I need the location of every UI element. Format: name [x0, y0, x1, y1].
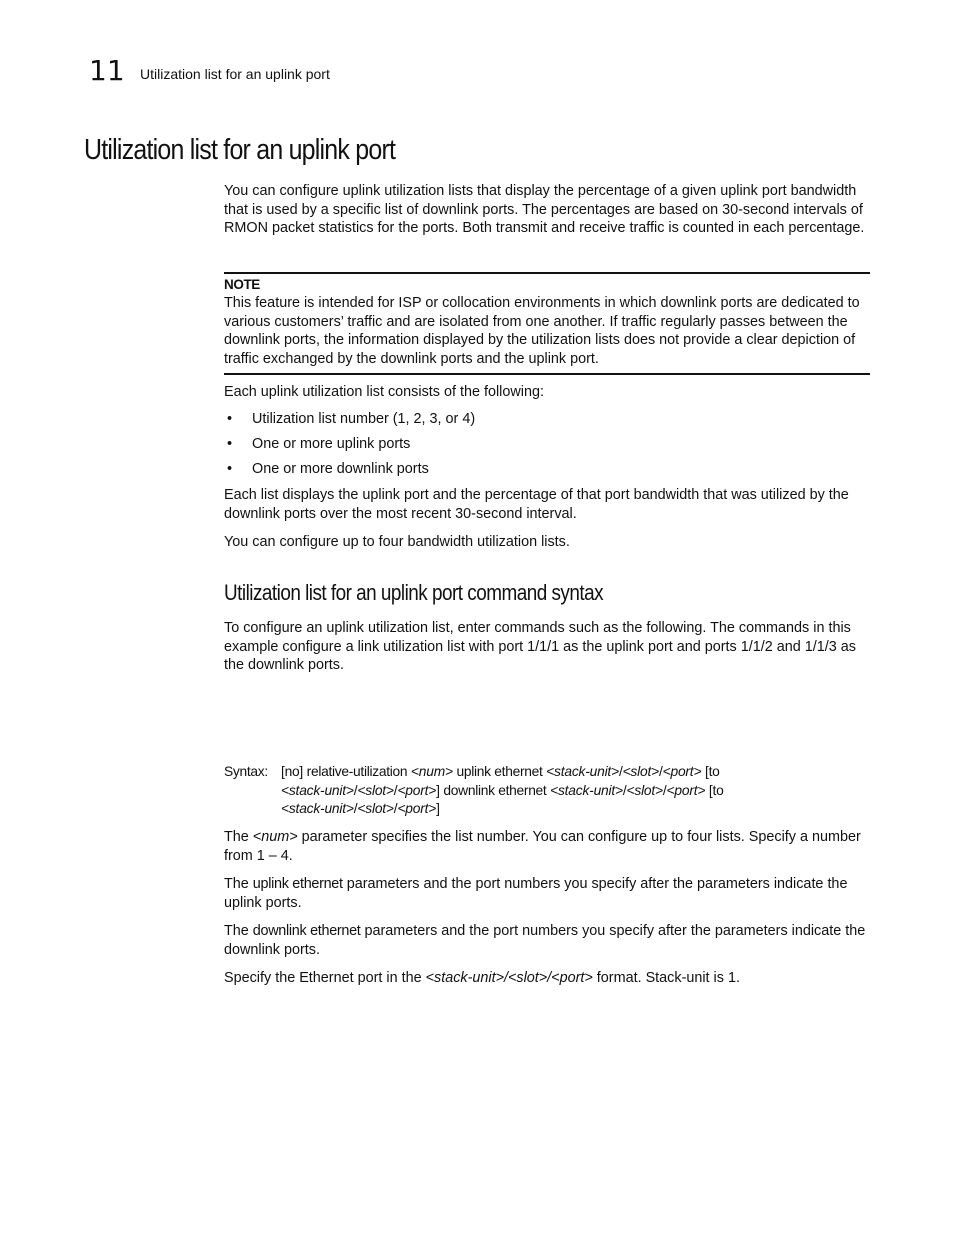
syntax-token: <slot>	[626, 782, 663, 798]
syntax-token: ]	[436, 782, 440, 798]
text-span: The	[224, 876, 253, 892]
syntax-downlink-keyword: downlink ethernet	[443, 782, 547, 798]
syntax-token: /	[393, 801, 398, 817]
syntax-token: /	[393, 782, 398, 798]
subsection-intro-paragraph	[224, 619, 870, 675]
list-intro-text: Each uplink utilization list consists of the following:	[224, 384, 544, 400]
downlink-param-keyword: downlink ethernet	[252, 923, 361, 939]
syntax-token: [	[281, 764, 285, 779]
bullet-list	[224, 410, 870, 485]
bullet-dot: •	[227, 436, 233, 452]
list-item-text: One or more uplink ports	[252, 436, 411, 452]
text-span: parameters and the port numbers you specify after the parameters indicate the downlink ports.	[224, 923, 866, 958]
display-paragraph	[224, 486, 870, 523]
syntax-definition	[281, 763, 871, 819]
text-span: Specify the Ethernet port in the	[224, 970, 426, 986]
syntax-token: /	[662, 782, 667, 798]
syntax-uplink-keyword: uplink ethernet	[456, 764, 543, 779]
list-item-text: One or more downlink ports	[252, 461, 429, 477]
num-param-arg: <num>	[252, 829, 298, 845]
list-item	[224, 460, 870, 485]
subsection-intro-text: To configure an uplink utilization list, enter commands such as the following. The commands in this example configure a link utilization list with port 1/1/1 as the uplink port and ports 1/1/2 and 1/1/3 as the downlink ports.	[224, 620, 856, 674]
syntax-token: <port>	[662, 764, 702, 779]
syntax-token: ]	[436, 801, 440, 817]
downlink-param-paragraph	[224, 922, 870, 959]
syntax-token: [	[708, 782, 713, 798]
list-item-text: Utilization list number (1, 2, 3, or 4)	[252, 411, 476, 427]
syntax-token: <slot>	[357, 782, 394, 798]
syntax-token: /	[622, 782, 627, 798]
syntax-token: <slot>	[357, 801, 394, 817]
syntax-token: <stack-unit>	[550, 782, 623, 798]
bullet-dot: •	[227, 411, 233, 427]
text-span: format. Stack-unit is 1.	[592, 970, 740, 986]
format-arg: <stack-unit>/<slot>/<port>	[425, 970, 593, 986]
list-item	[224, 435, 870, 460]
uplink-param-keyword: uplink ethernet	[252, 876, 343, 892]
limit-paragraph	[224, 533, 870, 552]
list-item	[224, 410, 870, 435]
syntax-token: to	[708, 764, 720, 779]
syntax-token: to	[712, 782, 724, 798]
text-span: parameter specifies the list number. You can configure up to four lists. Specify a number from 1 – 4.	[224, 829, 861, 864]
syntax-token: <port>	[397, 801, 437, 817]
syntax-token: <port>	[666, 782, 706, 798]
syntax-token: <port>	[397, 782, 437, 798]
chapter-number: 11	[89, 54, 125, 87]
syntax-token: /	[353, 782, 358, 798]
section-heading: Utilization list for an uplink port	[84, 134, 396, 166]
text-span: parameters and the port numbers you specify after the parameters indicate the uplink ports.	[224, 876, 848, 911]
note-box	[224, 272, 870, 375]
uplink-param-paragraph	[224, 875, 870, 912]
syntax-label: Syntax:	[224, 764, 268, 779]
text-span: The	[224, 923, 253, 939]
syntax-token: <stack-unit>	[546, 764, 619, 779]
list-intro-paragraph	[224, 383, 870, 402]
syntax-token: /	[658, 764, 663, 779]
note-text: This feature is intended for ISP or collocation environments in which downlink ports are dedicated to various customers’ traffic and are isolated from one another. If traffic regularly passes between the downlink ports, the information displayed by the utilization lists does not provide a clear depiction of traffic exchanged by the downlink ports and the uplink port.	[224, 295, 860, 367]
syntax-token: <slot>	[622, 764, 659, 779]
display-text: Each list displays the uplink port and the percentage of that port bandwidth that was utilized by the downlink ports over the most recent 30-second interval.	[224, 487, 849, 522]
format-paragraph	[224, 969, 870, 988]
syntax-token: <stack-unit>	[281, 801, 354, 817]
intro-text: You can configure uplink utilization lists that display the percentage of a given uplink port bandwidth that is used by a specific list of downlink ports. The percentages are based on 30-second intervals of RMON packet statistics for the ports. Both transmit and receive traffic is counted in each percentage.	[224, 183, 865, 237]
text-span: The	[224, 829, 253, 845]
syntax-token: <stack-unit>	[281, 782, 354, 798]
note-label: NOTE	[224, 277, 260, 292]
syntax-token: ]	[299, 764, 304, 779]
subsection-heading: Utilization list for an uplink port command syntax	[224, 580, 604, 605]
syntax-no-keyword: no	[284, 764, 300, 779]
syntax-token: /	[353, 801, 358, 817]
running-header-title: Utilization list for an uplink port	[140, 66, 330, 82]
bullet-dot: •	[227, 461, 233, 477]
syntax-token: [	[704, 764, 709, 779]
syntax-command-keyword: relative-utilization	[306, 764, 408, 779]
intro-paragraph	[224, 182, 870, 238]
num-param-paragraph	[224, 828, 870, 865]
syntax-num-arg: <num>	[410, 764, 453, 779]
limit-text: You can configure up to four bandwidth utilization lists.	[224, 534, 570, 550]
syntax-token: /	[618, 764, 623, 779]
